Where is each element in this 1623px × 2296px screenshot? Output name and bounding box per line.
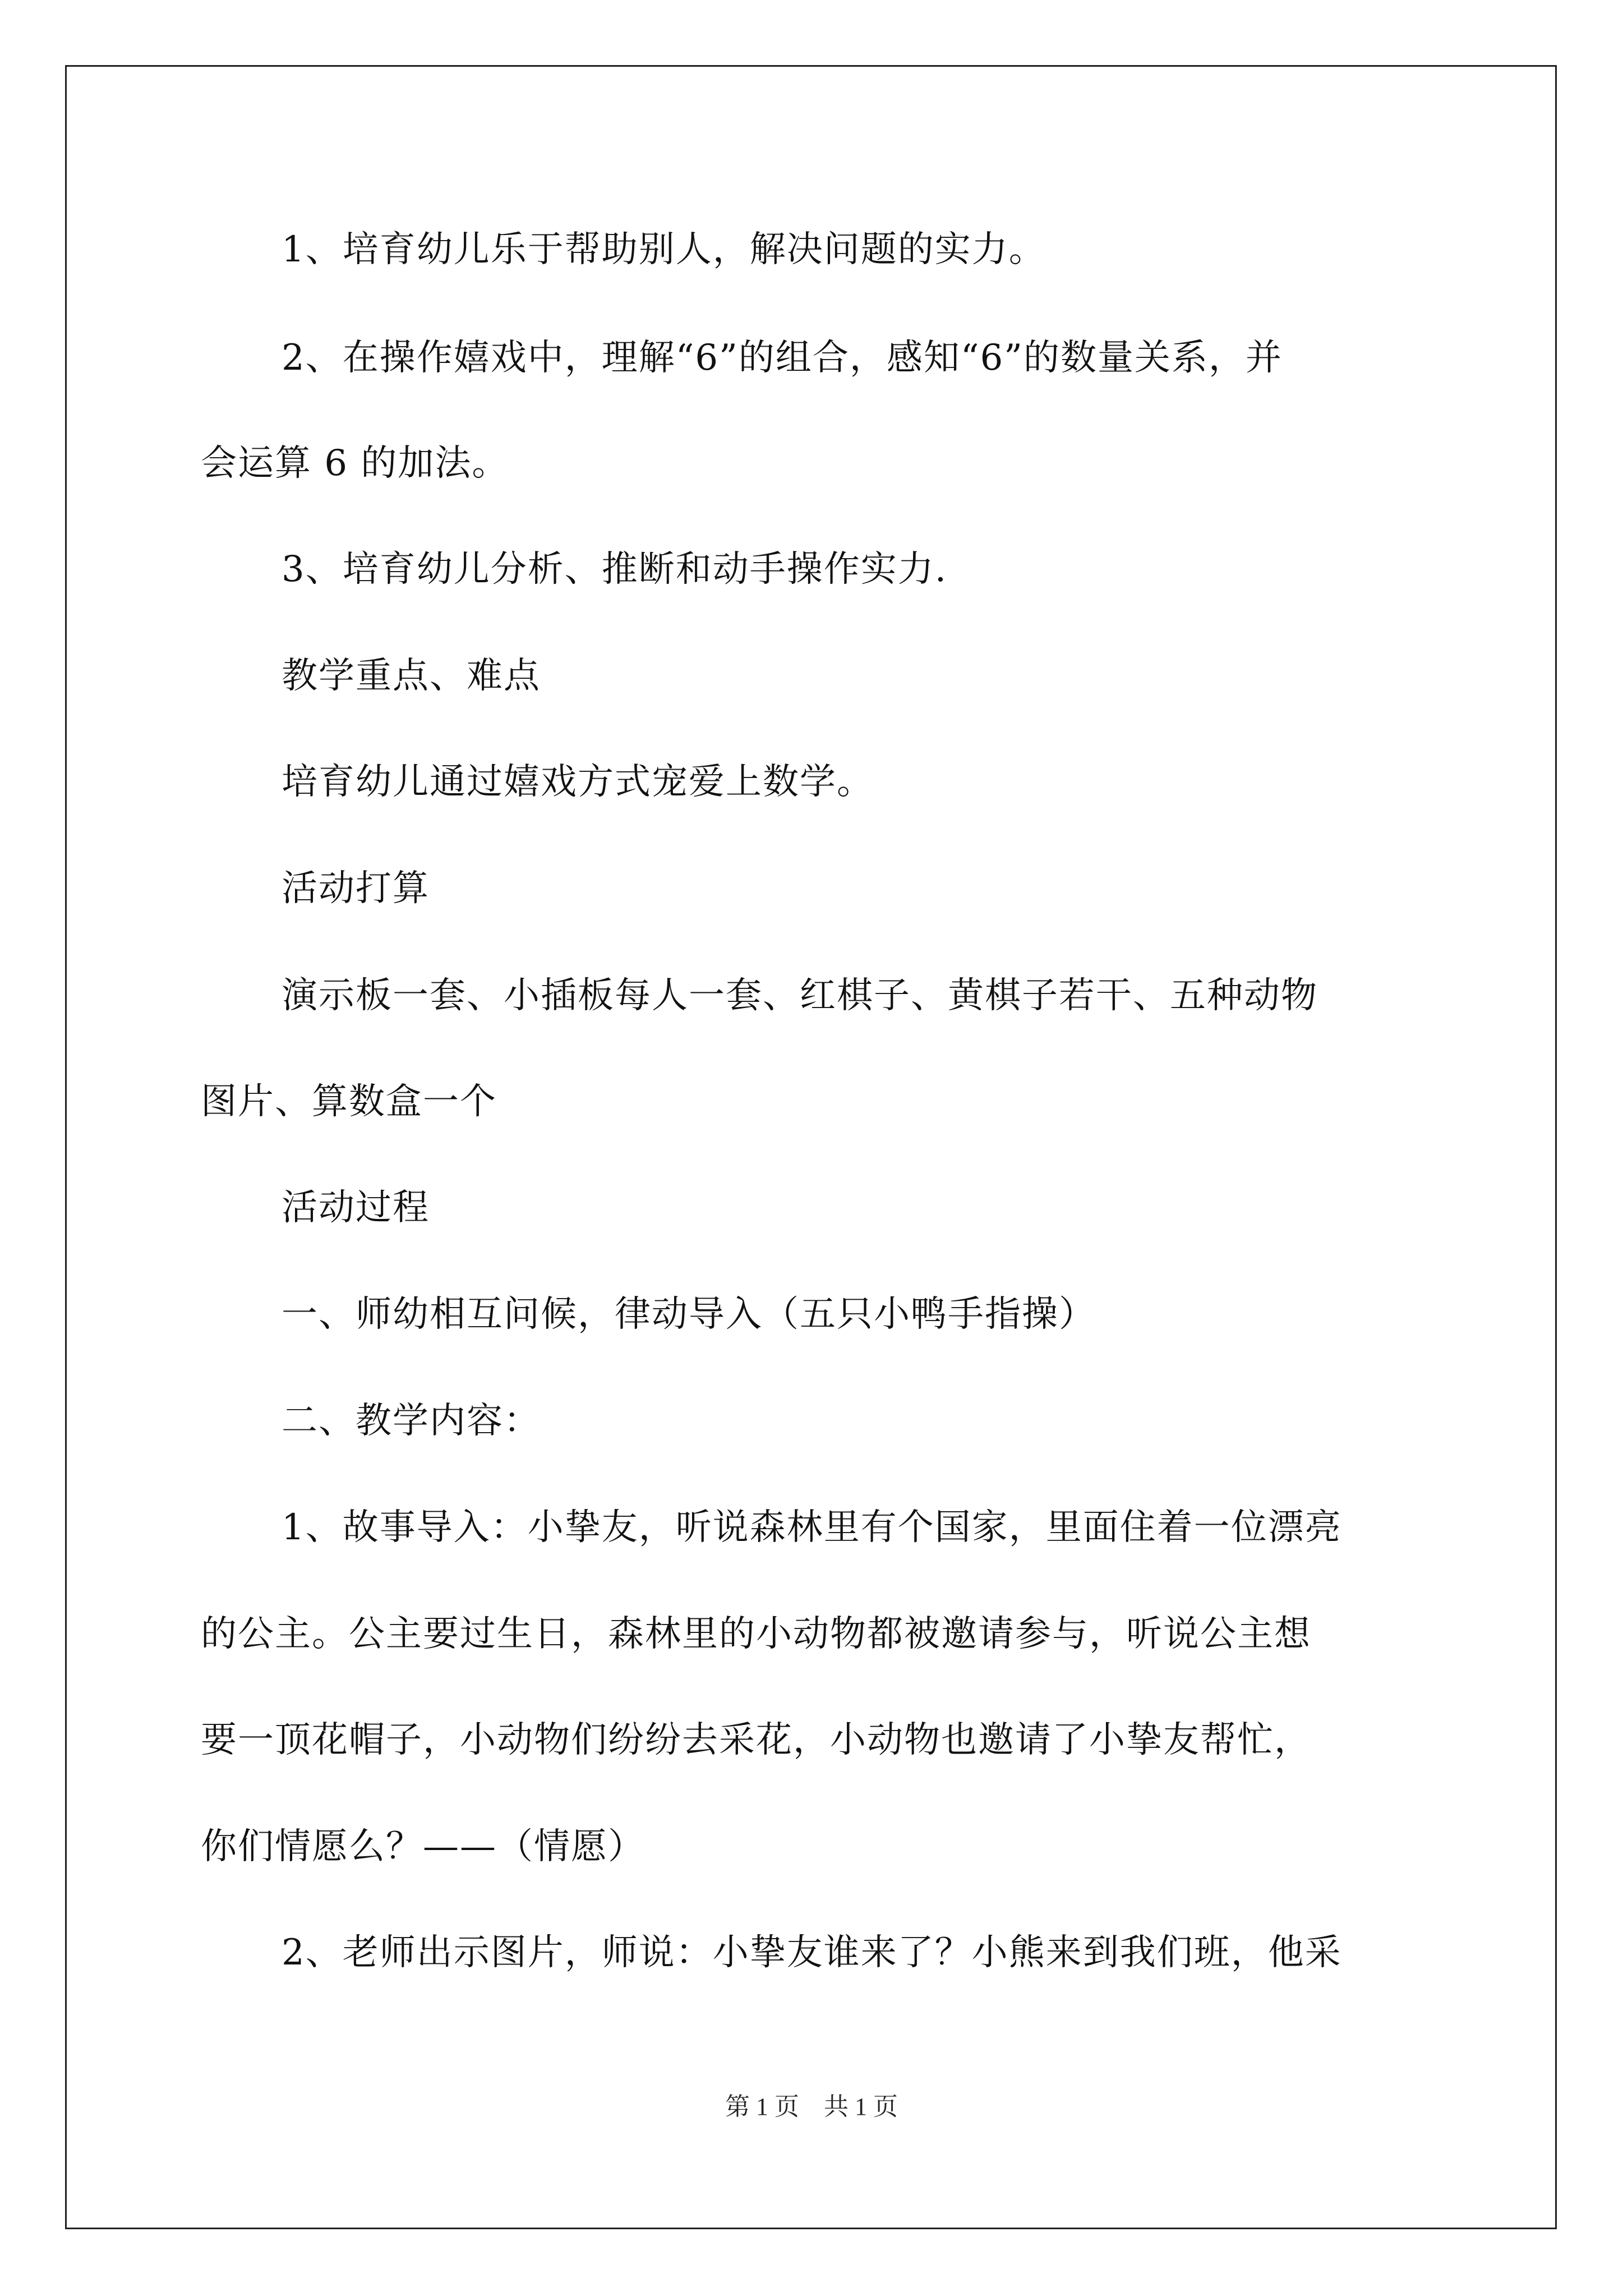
paragraph-line: 二、教学内容： [282, 1400, 541, 1442]
paragraph-line: 要一顶花帽子，小动物们纷纷去采花，小动物也邀请了小挚友帮忙， [201, 1719, 1311, 1761]
paragraph-line: 1、故事导入：小挚友，听说森林里有个国家，里面住着一位漂亮 [282, 1507, 1342, 1548]
paragraph-line: 图片、算数盒一个 [201, 1081, 497, 1122]
section-heading: 活动过程 [282, 1187, 430, 1228]
section-heading: 活动打算 [282, 868, 430, 909]
page-number-footer: 第 1 页 共 1 页 [725, 2093, 898, 2120]
section-heading: 教学重点、难点 [282, 655, 541, 697]
paragraph-line: 3、培育幼儿分析、推断和动手操作实力. [282, 549, 948, 590]
paragraph-line: 会运算 6 的加法。 [201, 443, 509, 484]
paragraph-line: 你们情愿么？——（情愿） [201, 1826, 645, 1867]
paragraph-line: 2、在操作嬉戏中，理解“6”的组合，感知“6”的数量关系，并 [282, 337, 1283, 379]
paragraph-line: 演示板一套、小插板每人一套、红棋子、黄棋子若干、五种动物 [282, 975, 1318, 1016]
page-border [65, 65, 1557, 2229]
paragraph-line: 的公主。公主要过生日，森林里的小动物都被邀请参与，听说公主想 [201, 1613, 1311, 1655]
paragraph-line: 2、老师出示图片，师说：小挚友谁来了？小熊来到我们班，他采 [282, 1932, 1342, 1973]
paragraph-line: 1、培育幼儿乐于帮助别人，解决问题的实力。 [282, 229, 1046, 270]
paragraph-line: 培育幼儿通过嬉戏方式宠爱上数学。 [282, 761, 874, 803]
paragraph-line: 一、师幼相互问候，律动导入（五只小鸭手指操） [282, 1294, 1096, 1335]
